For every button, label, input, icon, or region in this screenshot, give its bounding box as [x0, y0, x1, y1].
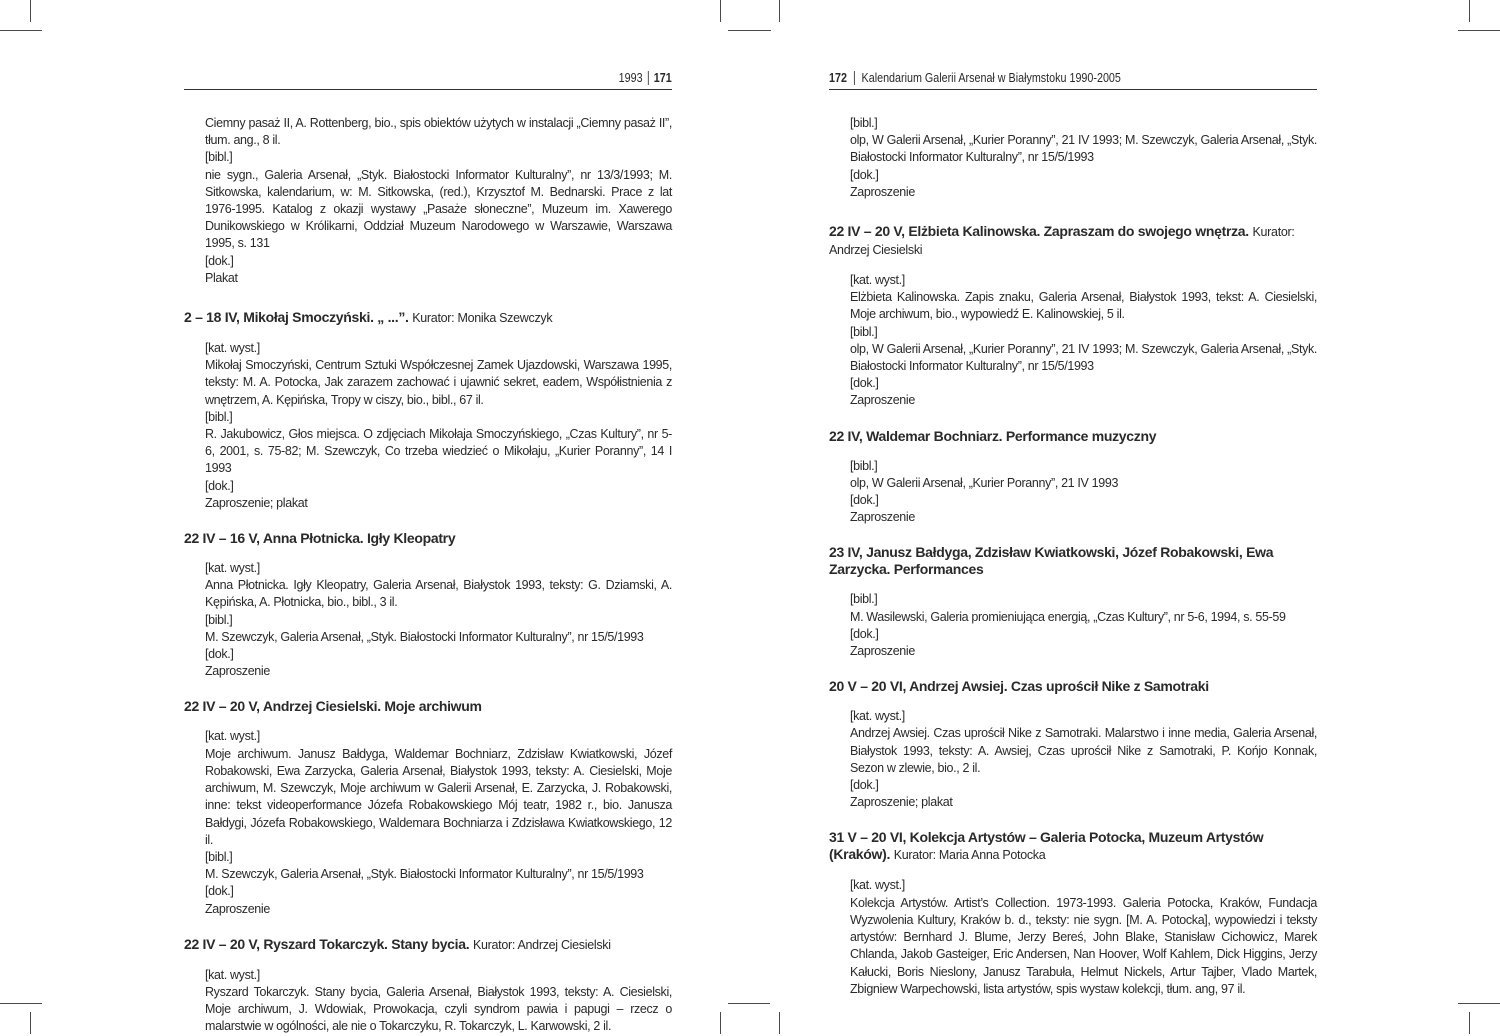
entry-body [184, 340, 672, 512]
entry-heading: 31 V – 20 VI, Kolekcja Artystów – Galeria Potocka, Muzeum Artystów (Kraków). Kurator: Maria Anna Potocka [829, 829, 1264, 863]
text-line: [kat. wyst.] [205, 729, 260, 744]
text-line: M. Szewczyk, Galeria Arsenał, „Styk. Białostocki Informator Kulturalny”, nr 15/5/1993 [205, 867, 644, 882]
text-line: Moje archiwum. Janusz Bałdyga, Waldemar Bochniarz, Zdzisław Kwiatkowski, Józef Robakowski, Ewa Zarzycka, Galeria Arsenał, Białystok 1993, teksty: A. Ciesielski, Moje archiwum, M. Szewczyk, Moje archiwum w Galerii Arsenał, E. Zarzycka, J. Robakowski, inne: tekst videoperformance Józefa Robakowskiego Mój teatr, 1982 r., bio. Janusza Bałdygi, Józefa Robakowskiego, Waldemara Bochniarza i Zdzisława Kwiatkowskiego, 12 il. [205, 746, 672, 847]
text-line: Zaproszenie [850, 184, 915, 199]
page-number: 171 [648, 71, 672, 85]
calendar-entry [184, 309, 672, 512]
entry-heading: 2 – 18 IV, Mikołaj Smoczyński. „ ...”. Kurator: Monika Szewczyk [184, 309, 553, 326]
calendar-entry [829, 829, 1317, 997]
text-line: olp, W Galerii Arsenał, „Kurier Poranny”, 21 IV 1993; M. Szewczyk, Galeria Arsenał, „Styk. Białostocki Informator Kulturalny”, nr 15/5/1993 [850, 341, 1317, 374]
crop-mark [30, 0, 31, 22]
crop-mark [0, 1003, 42, 1004]
entry-heading: 22 IV – 16 V, Anna Płotnicka. Igły Kleopatry [184, 530, 456, 547]
running-header [829, 68, 1317, 90]
text-line: R. Jakubowicz, Głos miejsca. O zdjęciach Mikołaja Smoczyńskiego, „Czas Kultury”, nr 5-6, 2001, s. 75-82; M. Szewczyk, Co trzeba wiedzieć o Mikołaju, „Kurier Poranny”, 14 I 1993 [205, 427, 672, 476]
text-line: Ciemny pasaż II, A. Rottenberg, bio., spis obiektów użytych w instalacji „Ciemny pasaż II”, tłum. ang., 8 il. [205, 116, 672, 148]
entry-heading: 22 IV, Waldemar Bochniarz. Performance muzyczny [829, 427, 1157, 444]
entry-heading: 22 IV – 20 V, Andrzej Ciesielski. Moje archiwum [184, 698, 482, 715]
text-line: [bibl.] [205, 612, 233, 627]
calendar-entry [829, 223, 1317, 410]
text-line: Zaproszenie [205, 664, 270, 679]
text-line: [bibl.] [850, 592, 878, 607]
text-line: Zaproszenie; plakat [205, 495, 308, 510]
text-line: [dok.] [205, 884, 234, 899]
entry-body [829, 708, 1317, 811]
text-line: Mikołaj Smoczyński, Centrum Sztuki Współczesnej Zamek Ujazdowski, Warszawa 1995, teksty: M. A. Potocka, Jak zarazem zachować i ujawnić sekret, eadem, Współistnienia z wnętrzem, A. Kępińska, Tropy w ciszy, bio., bibl., 67 il. [205, 358, 672, 407]
text-line: [bibl.] [850, 458, 878, 473]
calendar-entry [184, 530, 672, 680]
entry-body [184, 967, 672, 1036]
entry-heading: 23 IV, Janusz Bałdyga, Zdzisław Kwiatkowski, Józef Robakowski, Ewa Zarzycka. Performances [829, 544, 1274, 578]
crop-mark [779, 0, 780, 22]
text-line: M. Szewczyk, Galeria Arsenał, „Styk. Białostocki Informator Kulturalny”, nr 15/5/1993 [205, 629, 644, 644]
header-title: Kalendarium Galerii Arsenał w Białymstoku 1990-2005 [861, 71, 1121, 85]
text-line: [bibl.] [205, 150, 233, 165]
page-body [184, 115, 672, 1036]
text-line: Zaproszenie [850, 644, 915, 659]
crop-mark [779, 1012, 780, 1034]
intro-block [829, 115, 1317, 201]
crop-mark [1469, 1012, 1470, 1034]
calendar-entry [829, 428, 1317, 527]
running-header [184, 68, 672, 90]
text-line: [dok.] [850, 167, 879, 182]
crop-mark [30, 1012, 31, 1034]
calendar-entry [184, 698, 672, 917]
entry-curator: Kurator: Maria Anna Potocka [893, 848, 1046, 863]
text-line: Zaproszenie [205, 901, 270, 916]
crop-mark [1458, 30, 1500, 31]
entry-body [184, 728, 672, 917]
text-line: olp, W Galerii Arsenał, „Kurier Poranny”, 21 IV 1993 [850, 475, 1119, 490]
text-line: [kat. wyst.] [205, 341, 260, 356]
crop-mark [729, 30, 771, 31]
text-line: [bibl.] [205, 409, 233, 424]
text-line: [kat. wyst.] [850, 878, 905, 893]
crop-mark [720, 1012, 721, 1034]
crop-mark [0, 30, 42, 31]
text-line: [dok.] [205, 478, 234, 493]
entry-curator: Kurator: Andrzej Ciesielski [829, 225, 1295, 258]
calendar-entry [184, 936, 672, 1036]
crop-mark [1469, 0, 1470, 22]
text-line: nie sygn., Galeria Arsenał, „Styk. Białostocki Informator Kulturalny”, nr 13/3/1993; M. Sitkowska, kalendarium, w: M. Sitkowska, (red.), Krzysztof M. Bednarski. Prace z lat 1976-1995. Katalog z okazji wystawy „Pasaże słoneczne”, Muzeum im. Xawerego Dunikowskiego w Królikarni, Oddział Muzeum Narodowego w Warszawie, Warszawa 1995, s. 131 [205, 167, 672, 251]
text-line: [bibl.] [205, 849, 233, 864]
crop-mark [720, 0, 721, 22]
text-line: [bibl.] [850, 324, 878, 339]
entry-curator: Kurator: Andrzej Ciesielski [472, 937, 611, 952]
text-line: Zaproszenie; plakat [850, 795, 953, 810]
text-line: [bibl.] [850, 116, 878, 130]
text-line: Ryszard Tokarczyk. Stany bycia, Galeria Arsenał, Białystok 1993, teksty: A. Ciesielski, Moje archiwum, J. Wdowiak, Prowokacja, czyli syndrom pawia i papugi – rzecz o malarstwie w ogólności, ale nie o Tokarczyku, R. Tokarczyk, L. Karwowski, 2 il. [205, 984, 672, 1034]
text-line: [dok.] [850, 626, 879, 641]
text-line: Anna Płotnicka. Igły Kleopatry, Galeria Arsenał, Białystok 1993, teksty: G. Dziamski, A. Kępińska, A. Płotnicka, bio., bibl., 3 il. [205, 578, 672, 610]
entry-body [829, 458, 1317, 527]
text-line: olp, W Galerii Arsenał, „Kurier Poranny”, 21 IV 1993; M. Szewczyk, Galeria Arsenał, „Styk. Białostocki Informator Kulturalny”, nr 15/5/1993 [850, 133, 1317, 165]
text-line: [dok.] [850, 778, 879, 793]
text-line: [dok.] [205, 647, 234, 662]
text-line: [dok.] [850, 376, 879, 391]
entry-heading: 20 V – 20 VI, Andrzej Awsiej. Czas uprościł Nike z Samotraki [829, 678, 1209, 695]
calendar-entry [829, 544, 1317, 660]
calendar-entry [829, 678, 1317, 811]
text-line: [dok.] [205, 253, 234, 268]
page-body [829, 115, 1317, 998]
entry-body [829, 877, 1317, 997]
text-line: [kat. wyst.] [850, 273, 905, 288]
entry-curator: Kurator: Monika Szewczyk [412, 311, 553, 326]
text-line: Zaproszenie [850, 510, 915, 525]
entry-heading: 22 IV – 20 V, Ryszard Tokarczyk. Stany bycia. Kurator: Andrzej Ciesielski [184, 935, 611, 952]
text-line: [kat. wyst.] [205, 561, 260, 576]
crop-mark [1458, 1003, 1500, 1004]
text-line: Plakat [205, 270, 238, 285]
text-line: Kolekcja Artystów. Artist’s Collection. 1973-1993. Galeria Potocka, Kraków, Fundacja Wyzwolenia Kultury, Kraków b. d., teksty: nie sygn. [M. A. Potocka], wypowiedzi i teksty artystów: Bernhard J. Blume, Jerzy Bereś, John Blake, Stanisław Cichowicz, Marek Chlanda, Jakob Gasteiger, Eric Andersen, Nan Hoover, Wolf Kahlem, Dick Higgins, Jerzy Kałucki, Boris Nieslony, Janusz Tarabuła, Helmut Nickels, Artur Tajber, Vlado Martek, Zbigniew Warpechowski, lista artystów, spis wystaw kolekcji, tłum. ang, 97 il. [850, 895, 1317, 996]
text-line: [dok.] [850, 493, 879, 508]
text-line: Andrzej Awsiej. Czas uprościł Nike z Samotraki. Malarstwo i inne media, Galeria Arsenał, Białystok 1993, teksty: A. Awsiej, Czas uprościł Nike z Samotraki, P. Końjo Konnak, Sezon w zlewie, bio., 2 il. [850, 726, 1317, 775]
header-year: 1993 [618, 71, 643, 85]
entry-body [829, 272, 1317, 410]
text-line: [kat. wyst.] [850, 709, 905, 724]
intro-block [184, 115, 672, 287]
text-line: [kat. wyst.] [205, 967, 260, 982]
page-number: 172 [829, 71, 855, 85]
entry-body [829, 591, 1317, 660]
crop-mark [728, 1003, 770, 1004]
entry-body [184, 560, 672, 680]
text-line: Zaproszenie [850, 393, 915, 408]
text-line: Elżbieta Kalinowska. Zapis znaku, Galeria Arsenał, Białystok 1993, tekst: A. Ciesielski, Moje archiwum, bio., wypowiedź E. Kalinowskiej, 5 il. [850, 290, 1317, 322]
text-line: M. Wasilewski, Galeria promieniująca energią, „Czas Kultury”, nr 5-6, 1994, s. 55-59 [850, 609, 1286, 624]
entry-heading: 22 IV – 20 V, Elżbieta Kalinowska. Zapraszam do swojego wnętrza. Kurator: Andrzej Ciesielski [829, 223, 1295, 258]
